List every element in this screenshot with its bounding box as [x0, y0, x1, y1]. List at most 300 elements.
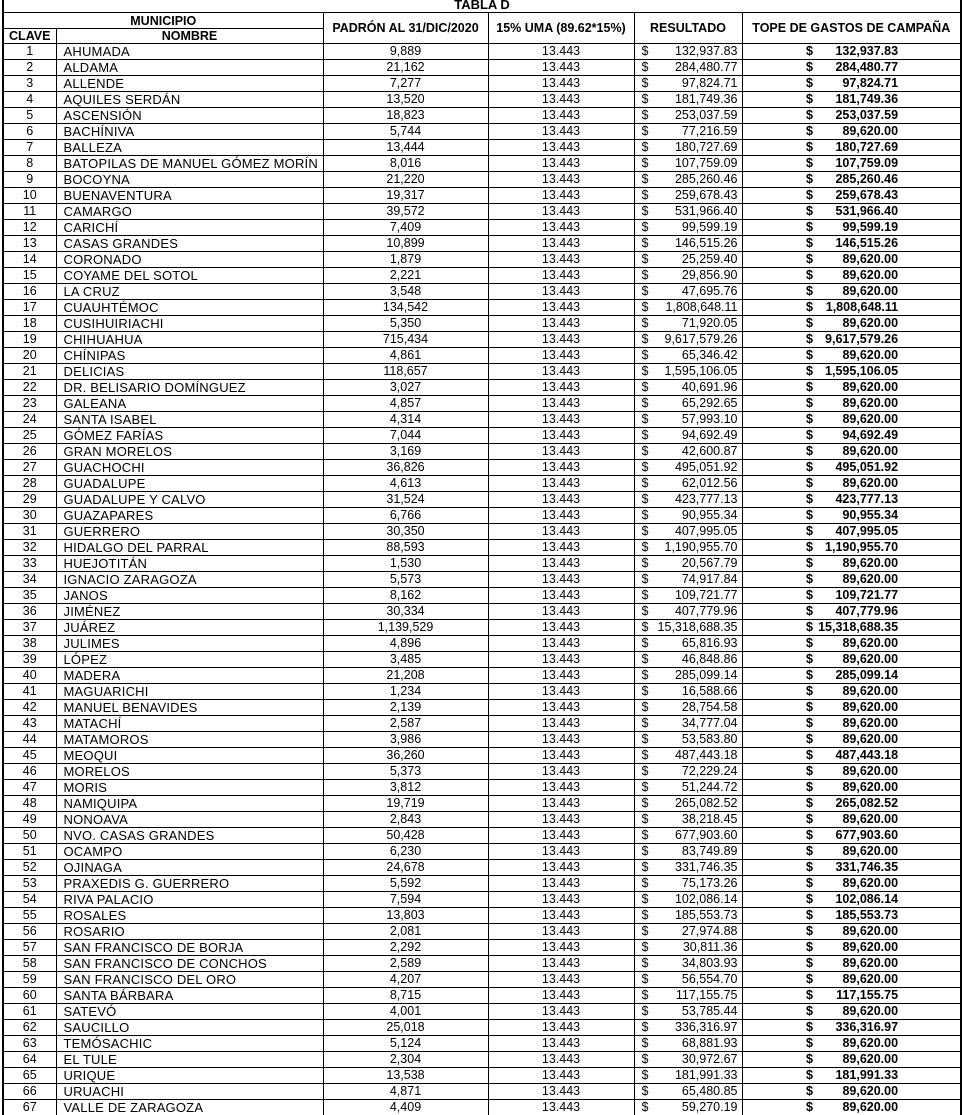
resultado-money [635, 364, 742, 379]
municipio-cell: VALLE DE ZARAGOZA [56, 1100, 323, 1115]
resultado-money [635, 796, 742, 811]
municipio-cell: URIQUE [56, 1068, 323, 1084]
table-row [3, 1084, 961, 1100]
currency-symbol: $ [806, 716, 813, 730]
municipio-cell: SAN FRANCISCO DEL ORO [56, 972, 323, 988]
currency-symbol: $ [641, 652, 649, 666]
padron-cell: 2,587 [323, 716, 488, 732]
tope-money [806, 828, 898, 843]
padron-cell: 3,169 [323, 444, 488, 460]
tope-cell [742, 492, 961, 508]
clave-cell: 8 [3, 156, 56, 172]
table-row [3, 908, 961, 924]
currency-symbol: $ [806, 364, 813, 378]
tope-amount: 1,595,106.05 [825, 364, 899, 378]
currency-symbol: $ [641, 364, 649, 378]
tope-cell [742, 1068, 961, 1084]
uma-cell: 13.443 [488, 220, 634, 236]
currency-symbol: $ [806, 892, 813, 906]
municipio-cell: SAN FRANCISCO DE CONCHOS [56, 956, 323, 972]
tope-money [806, 588, 898, 603]
currency-symbol: $ [641, 604, 649, 618]
resultado-amount: 102,086.14 [674, 892, 738, 906]
tope-money [806, 508, 898, 523]
tope-amount: 1,190,955.70 [825, 540, 899, 554]
resultado-money [635, 524, 742, 539]
tope-amount: 89,620.00 [842, 812, 899, 826]
resultado-cell [634, 108, 742, 124]
resultado-cell [634, 1020, 742, 1036]
padron-cell: 1,530 [323, 556, 488, 572]
currency-symbol: $ [641, 476, 649, 490]
uma-cell: 13.443 [488, 508, 634, 524]
tope-amount: 181,749.36 [835, 92, 899, 106]
clave-cell: 3 [3, 76, 56, 92]
currency-symbol: $ [806, 700, 813, 714]
tope-money [806, 540, 898, 555]
table-row [3, 140, 961, 156]
resultado-amount: 51,244.72 [681, 780, 738, 794]
currency-symbol: $ [641, 940, 649, 954]
resultado-cell [634, 204, 742, 220]
padron-cell: 13,520 [323, 92, 488, 108]
currency-symbol: $ [641, 988, 649, 1002]
clave-cell: 66 [3, 1084, 56, 1100]
padron-cell: 36,826 [323, 460, 488, 476]
padron-cell: 18,823 [323, 108, 488, 124]
tope-cell [742, 988, 961, 1004]
currency-symbol: $ [641, 236, 649, 250]
currency-symbol: $ [806, 428, 813, 442]
municipio-cell: HUEJOTITÁN [56, 556, 323, 572]
resultado-amount: 487,443.18 [674, 748, 738, 762]
resultado-amount: 30,972.67 [681, 1052, 738, 1066]
resultado-cell [634, 1084, 742, 1100]
currency-symbol: $ [641, 220, 649, 234]
padron-cell: 4,613 [323, 476, 488, 492]
table-row [3, 700, 961, 716]
tope-money [806, 716, 898, 731]
currency-symbol: $ [806, 220, 813, 234]
currency-symbol: $ [641, 764, 649, 778]
tope-amount: 89,620.00 [842, 316, 899, 330]
uma-cell: 13.443 [488, 124, 634, 140]
tope-money [806, 236, 898, 251]
municipio-cell: SANTA BÁRBARA [56, 988, 323, 1004]
tope-cell [742, 636, 961, 652]
tope-cell [742, 268, 961, 284]
municipio-cell: CORONADO [56, 252, 323, 268]
clave-cell: 22 [3, 380, 56, 396]
uma-cell: 13.443 [488, 700, 634, 716]
table-row [3, 364, 961, 380]
tope-cell [742, 236, 961, 252]
table-row [3, 1068, 961, 1084]
tope-cell [742, 1052, 961, 1068]
tope-money [806, 268, 898, 283]
currency-symbol: $ [641, 316, 649, 330]
resultado-amount: 65,292.65 [681, 396, 738, 410]
padron-cell: 4,871 [323, 1084, 488, 1100]
tope-money [806, 604, 898, 619]
uma-cell: 13.443 [488, 76, 634, 92]
currency-symbol: $ [641, 460, 649, 474]
tope-money [806, 652, 898, 667]
resultado-money [635, 956, 742, 971]
uma-cell: 13.443 [488, 604, 634, 620]
resultado-cell [634, 988, 742, 1004]
resultado-amount: 75,173.26 [681, 876, 738, 890]
resultado-amount: 107,759.09 [674, 156, 738, 170]
currency-symbol: $ [806, 764, 813, 778]
currency-symbol: $ [641, 636, 649, 650]
resultado-cell [634, 572, 742, 588]
municipio-cell: MORIS [56, 780, 323, 796]
tope-amount: 89,620.00 [842, 252, 899, 266]
padron-cell: 6,766 [323, 508, 488, 524]
municipio-cell: CHÍNIPAS [56, 348, 323, 364]
resultado-money [635, 60, 742, 75]
resultado-money [635, 860, 742, 875]
tope-money [806, 748, 898, 763]
resultado-amount: 28,754.58 [681, 700, 738, 714]
tope-cell [742, 732, 961, 748]
clave-cell: 39 [3, 652, 56, 668]
resultado-amount: 20,567.79 [681, 556, 738, 570]
resultado-money [635, 476, 742, 491]
tope-cell [742, 124, 961, 140]
clave-cell: 48 [3, 796, 56, 812]
table-row [3, 1004, 961, 1020]
resultado-amount: 265,082.52 [674, 796, 738, 810]
resultado-amount: 1,808,648.11 [665, 300, 738, 314]
resultado-money [635, 972, 742, 987]
uma-cell: 13.443 [488, 1100, 634, 1115]
tope-money [806, 1084, 898, 1099]
resultado-money [635, 924, 742, 939]
uma-cell: 13.443 [488, 620, 634, 636]
tope-money [806, 428, 898, 443]
resultado-cell [634, 924, 742, 940]
padron-cell: 7,409 [323, 220, 488, 236]
resultado-cell [634, 316, 742, 332]
table-row [3, 684, 961, 700]
resultado-amount: 15,318,688.35 [657, 620, 738, 634]
municipio-cell: JANOS [56, 588, 323, 604]
resultado-money [635, 412, 742, 427]
tope-cell [742, 156, 961, 172]
tope-money [806, 348, 898, 363]
tope-money [806, 668, 898, 683]
resultado-money [635, 540, 742, 555]
municipio-cell: GUACHOCHI [56, 460, 323, 476]
tope-cell [742, 1084, 961, 1100]
tope-amount: 89,620.00 [842, 476, 899, 490]
resultado-money [635, 700, 742, 715]
currency-symbol: $ [806, 172, 813, 186]
padron-cell: 2,081 [323, 924, 488, 940]
currency-symbol: $ [641, 540, 649, 554]
clave-cell: 65 [3, 1068, 56, 1084]
municipio-cell: ROSALES [56, 908, 323, 924]
municipio-cell: ROSARIO [56, 924, 323, 940]
uma-cell: 13.443 [488, 316, 634, 332]
resultado-money [635, 268, 742, 283]
table-row [3, 172, 961, 188]
uma-cell: 13.443 [488, 876, 634, 892]
uma-cell: 13.443 [488, 108, 634, 124]
municipio-cell: MATAMOROS [56, 732, 323, 748]
resultado-cell [634, 92, 742, 108]
resultado-cell [634, 428, 742, 444]
clave-cell: 40 [3, 668, 56, 684]
clave-cell: 13 [3, 236, 56, 252]
uma-cell: 13.443 [488, 140, 634, 156]
municipio-cell: NAMIQUIPA [56, 796, 323, 812]
table-row [3, 588, 961, 604]
currency-symbol: $ [641, 60, 649, 74]
municipio-cell: URUACHI [56, 1084, 323, 1100]
uma-cell: 13.443 [488, 572, 634, 588]
table-row [3, 508, 961, 524]
padron-cell: 3,485 [323, 652, 488, 668]
tope-cell [742, 220, 961, 236]
resultado-amount: 65,816.93 [681, 636, 738, 650]
tope-cell [742, 828, 961, 844]
tope-money [806, 300, 898, 315]
padron-cell: 4,314 [323, 412, 488, 428]
tope-money [806, 684, 898, 699]
resultado-money [635, 444, 742, 459]
tope-cell [742, 700, 961, 716]
clave-cell: 43 [3, 716, 56, 732]
clave-cell: 10 [3, 188, 56, 204]
resultado-cell [634, 1100, 742, 1115]
municipio-cell: HIDALGO DEL PARRAL [56, 540, 323, 556]
tope-amount: 1,808,648.11 [825, 300, 899, 314]
tope-money [806, 956, 898, 971]
currency-symbol: $ [806, 540, 813, 554]
tope-amount: 89,620.00 [842, 636, 899, 650]
resultado-cell [634, 1036, 742, 1052]
tope-amount: 15,318,688.35 [818, 620, 899, 634]
tope-money [806, 892, 898, 907]
currency-symbol: $ [641, 300, 649, 314]
uma-cell: 13.443 [488, 476, 634, 492]
clave-cell: 28 [3, 476, 56, 492]
table-row [3, 1100, 961, 1115]
clave-cell: 59 [3, 972, 56, 988]
clave-cell: 47 [3, 780, 56, 796]
tope-cell [742, 460, 961, 476]
currency-symbol: $ [641, 332, 649, 346]
resultado-money [635, 764, 742, 779]
resultado-money [635, 316, 742, 331]
tope-amount: 89,620.00 [842, 572, 899, 586]
tope-cell [742, 380, 961, 396]
tope-amount: 89,620.00 [842, 444, 899, 458]
tope-amount: 180,727.69 [835, 140, 899, 154]
table-row [3, 252, 961, 268]
tope-amount: 423,777.13 [835, 492, 899, 506]
currency-symbol: $ [806, 1036, 813, 1050]
uma-cell: 13.443 [488, 540, 634, 556]
resultado-money [635, 732, 742, 747]
tope-money [806, 620, 898, 635]
uma-cell: 13.443 [488, 844, 634, 860]
municipio-cell: LÓPEZ [56, 652, 323, 668]
tope-cell [742, 108, 961, 124]
table-row [3, 956, 961, 972]
padron-cell: 88,593 [323, 540, 488, 556]
resultado-money [635, 812, 742, 827]
resultado-cell [634, 540, 742, 556]
currency-symbol: $ [641, 396, 649, 410]
resultado-cell [634, 716, 742, 732]
tope-cell [742, 924, 961, 940]
table-row [3, 668, 961, 684]
tope-amount: 89,620.00 [842, 124, 899, 138]
tope-cell [742, 588, 961, 604]
uma-cell: 13.443 [488, 172, 634, 188]
currency-symbol: $ [806, 668, 813, 682]
currency-symbol: $ [641, 1036, 649, 1050]
municipio-cell: OJINAGA [56, 860, 323, 876]
currency-symbol: $ [641, 796, 649, 810]
resultado-amount: 30,811.36 [682, 940, 738, 954]
resultado-amount: 181,749.36 [674, 92, 738, 106]
resultado-money [635, 684, 742, 699]
uma-cell: 13.443 [488, 236, 634, 252]
tope-amount: 94,692.49 [842, 428, 899, 442]
padron-cell: 3,548 [323, 284, 488, 300]
tope-amount: 284,480.77 [835, 60, 899, 74]
resultado-amount: 25,259.40 [681, 252, 738, 266]
uma-cell: 13.443 [488, 60, 634, 76]
tope-cell [742, 412, 961, 428]
resultado-amount: 47,695.76 [681, 284, 738, 298]
resultado-amount: 407,779.96 [674, 604, 738, 618]
currency-symbol: $ [806, 1020, 813, 1034]
municipio-cell: MORELOS [56, 764, 323, 780]
tope-money [806, 332, 898, 347]
tope-amount: 109,721.77 [835, 588, 899, 602]
padron-cell: 13,538 [323, 1068, 488, 1084]
municipio-cell: SAUCILLO [56, 1020, 323, 1036]
tope-amount: 89,620.00 [842, 1052, 899, 1066]
municipio-cell: GUERRERO [56, 524, 323, 540]
municipio-cell: OCAMPO [56, 844, 323, 860]
currency-symbol: $ [641, 572, 649, 586]
resultado-money [635, 1036, 742, 1051]
uma-cell: 13.443 [488, 428, 634, 444]
uma-cell: 13.443 [488, 284, 634, 300]
resultado-cell [634, 876, 742, 892]
currency-symbol: $ [806, 732, 813, 746]
municipio-cell: NONOAVA [56, 812, 323, 828]
tope-money [806, 364, 898, 379]
table-row [3, 972, 961, 988]
clave-cell: 27 [3, 460, 56, 476]
resultado-money [635, 108, 742, 123]
tope-amount: 487,443.18 [835, 748, 899, 762]
clave-cell: 24 [3, 412, 56, 428]
uma-cell: 13.443 [488, 268, 634, 284]
resultado-cell [634, 124, 742, 140]
resultado-amount: 56,554.70 [681, 972, 738, 986]
padron-cell: 36,260 [323, 748, 488, 764]
resultado-money [635, 1004, 742, 1019]
resultado-money [635, 780, 742, 795]
table-row [3, 636, 961, 652]
tope-cell [742, 572, 961, 588]
tope-cell [742, 300, 961, 316]
uma-cell: 13.443 [488, 956, 634, 972]
municipio-cell: RIVA PALACIO [56, 892, 323, 908]
currency-symbol: $ [641, 700, 649, 714]
currency-symbol: $ [806, 956, 813, 970]
currency-symbol: $ [641, 380, 649, 394]
tope-amount: 89,620.00 [842, 684, 899, 698]
resultado-money [635, 988, 742, 1003]
tope-money [806, 44, 898, 59]
uma-cell: 13.443 [488, 1052, 634, 1068]
currency-symbol: $ [641, 524, 649, 538]
tope-money [806, 572, 898, 587]
clave-cell: 38 [3, 636, 56, 652]
tope-money [806, 284, 898, 299]
tope-money [806, 124, 898, 139]
table-row [3, 444, 961, 460]
tope-amount: 117,155.75 [836, 988, 899, 1002]
table-row [3, 220, 961, 236]
resultado-amount: 72,229.24 [681, 764, 738, 778]
tope-cell [742, 92, 961, 108]
clave-cell: 46 [3, 764, 56, 780]
table-row [3, 1020, 961, 1036]
uma-cell: 13.443 [488, 524, 634, 540]
padron-cell: 24,678 [323, 860, 488, 876]
table-row [3, 108, 961, 124]
uma-cell: 13.443 [488, 364, 634, 380]
municipio-cell: BOCOYNA [56, 172, 323, 188]
table-row [3, 796, 961, 812]
currency-symbol: $ [806, 1004, 813, 1018]
resultado-cell [634, 60, 742, 76]
clave-cell: 9 [3, 172, 56, 188]
currency-symbol: $ [641, 876, 649, 890]
tope-money [806, 1100, 898, 1115]
tope-amount: 89,620.00 [842, 268, 899, 282]
tope-cell [742, 44, 961, 60]
table-row [3, 1052, 961, 1068]
clave-cell: 19 [3, 332, 56, 348]
table-row [3, 524, 961, 540]
tope-money [806, 60, 898, 75]
resultado-cell [634, 140, 742, 156]
municipio-cell: CAMARGO [56, 204, 323, 220]
resultado-amount: 99,599.19 [681, 220, 738, 234]
table-row [3, 652, 961, 668]
tope-cell [742, 540, 961, 556]
tope-money [806, 172, 898, 187]
uma-cell: 13.443 [488, 1036, 634, 1052]
resultado-cell [634, 412, 742, 428]
municipio-cell: CUSIHUIRIACHI [56, 316, 323, 332]
municipio-cell: CASAS GRANDES [56, 236, 323, 252]
resultado-cell [634, 44, 742, 60]
uma-cell: 13.443 [488, 252, 634, 268]
